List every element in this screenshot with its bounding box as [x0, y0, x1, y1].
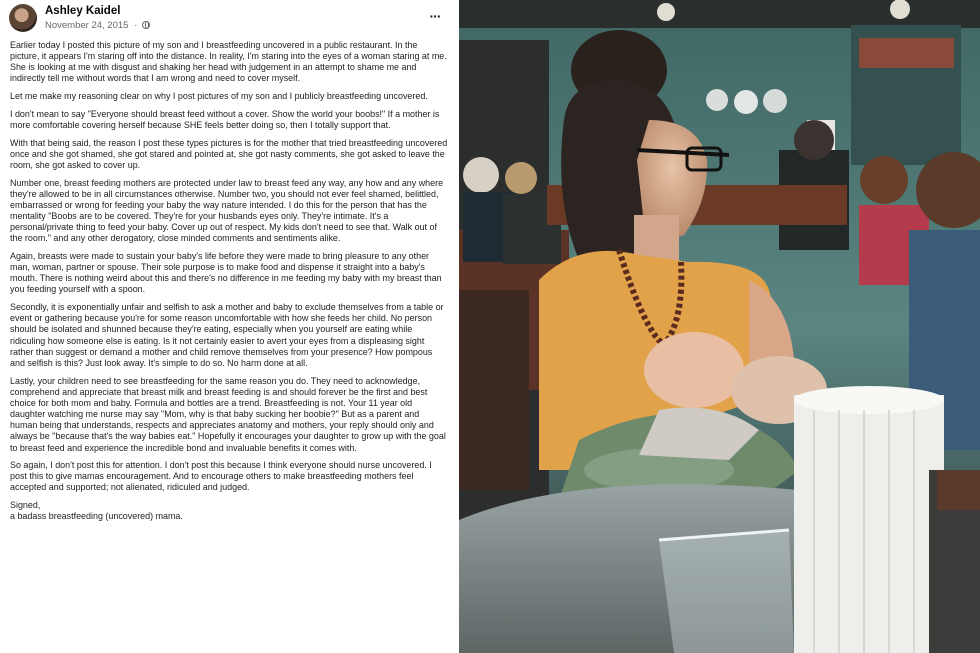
post-paragraph: I don't mean to say "Everyone should breast feed without a cover. Show the world your boobs!" If a mother is more comfortable covering herself because SHE feels better doing so, then I totally support that.: [10, 108, 440, 130]
post-paragraph: Let me make my reasoning clear on why I post pictures of my son and I publicly breastfeeding uncovered.: [10, 91, 428, 102]
post-date[interactable]: November 24, 2015: [45, 20, 129, 31]
post-photo[interactable]: [459, 0, 980, 653]
globe-icon: [142, 21, 150, 29]
post-signature: Signed, a badass breastfeeding (uncovered) mama.: [10, 500, 183, 522]
more-options-button[interactable]: [425, 6, 445, 26]
post-panel: [0, 0, 458, 653]
post-header: [9, 4, 449, 34]
post-meta: [45, 20, 150, 31]
post-paragraph: With that being said, the reason I post these types pictures is for the mother that tried breastfeeding uncovered once and she got shamed, she got stared and pointed at, she got nasty comments, she got asked to leave the room, she got asked to cover up.: [10, 137, 448, 170]
author-name[interactable]: Ashley Kaidel: [45, 5, 121, 17]
post-body: [10, 40, 448, 529]
avatar[interactable]: [9, 4, 37, 32]
post-paragraph: Again, breasts were made to sustain your baby's life before they were made to bring pleasure to any other man, woman, partner or spouse. Their sole purpose is to make food and dispense it straight into a baby's mouth. There is nothing weird about this and there's no difference in me feeding my baby with my breast than you feeding yourself with a spoon.: [10, 251, 442, 295]
meta-separator: ·: [134, 20, 138, 31]
post-paragraph: Secondly, it is exponentially unfair and selfish to ask a mother and baby to exclude themselves from a table or event or gathering because you're for some reason uncomfortable with how she feeds her child. No person should be isolated and shunned because they're eating, especially when you yourself are eating while ridiculing how someone else is eating. Is it not certainly easier to avert your eyes from a displeasing sight rather than suggest or demand a mother and child remove themselves from your presence? How pompous and selfish is this? Just look away. It's simple to do so. No harm done at all.: [10, 302, 444, 368]
more-icon: ···: [429, 8, 441, 24]
post-paragraph: Earlier today I posted this picture of my son and I breastfeeding uncovered in a public restaurant. In the picture, it appears I'm staring off into the distance. In reality, I'm staring into the eyes of a woman staring at me. She is looking at me with disgust and shaking her head with judgement in an attempt to shame me and indirectly tell me without words that I am wrong and need to cover myself.: [10, 40, 447, 84]
post-paragraph: Number one, breast feeding mothers are protected under law to breast feed any way, any how and any where they're allowed to be in all circumstances otherwise. Number two, you should not ever feel shamed, belittled, embarrassed or wrong for feeding your baby the way nature intended. I do this for the person that has the mentality "Boobs are to be covered. They're for your husbands eyes only. They're intimate. It's a personal/private thing to feed your baby. Cover up out of respect. My kids don't need to see that. Walk out of the room." and any other derogatory, close minded comments and sentiments alike.: [10, 177, 444, 244]
post-paragraph: Lastly, your children need to see breastfeeding for the same reason you do. They need to acknowledge, comprehend and appreciate that breast milk and breast feeding is and should forever be the first and best choice for both mom and baby. Formula and bottles are a trend. Breastfeeding is not. Your 11 year old daughter watching me nurse may say "Mom, why is that baby sucking her boobie?" But as a parent and human being that understands, respects and appreciates anatomy and mothers, your reply should only and always be "because that's the way babies eat." Hopefully it encourages your daughter to grow up with the goal to breast feed and experience the incredible bond and invaluable benefits it comes with.: [10, 375, 446, 453]
post-paragraph: So again, I don't post this for attention. I don't post this because I think everyone should nurse uncovered. I post this to give mamas encouragement. And to encourage others to make breastfeeding mothers feel accepted and supported; not alienated, ridiculed and judged.: [10, 460, 432, 493]
restaurant-photo: [459, 0, 980, 653]
